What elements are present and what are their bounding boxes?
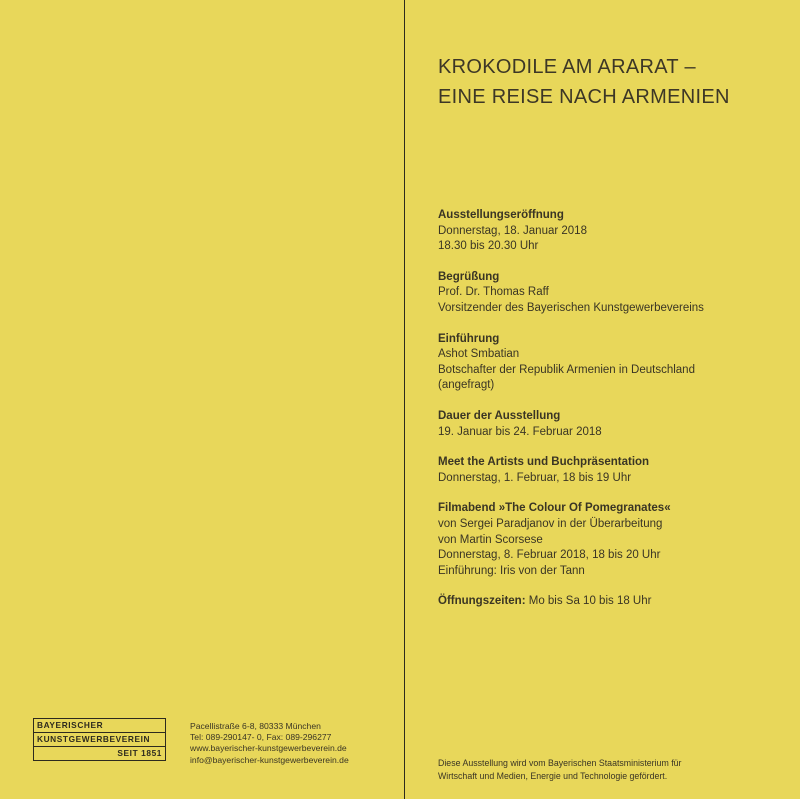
program-heading: Filmabend »The Colour Of Pomegranates« [438,502,671,515]
program-line: von Martin Scorsese [438,533,543,546]
program-heading: Meet the Artists und Buchpräsentation [438,456,650,469]
program-heading: Dauer der Ausstellung [438,409,561,422]
program-line: Prof. Dr. Thomas Raff [438,286,549,299]
program-block-welcome [438,270,778,317]
contact-info [190,721,349,766]
program-line: Ashot Smbatian [438,348,520,361]
program-line: Vorsitzender des Bayerischen Kunstgewerbevereins [438,301,704,314]
program-block-film-evening [438,501,778,579]
logo-line-2: KUNSTGEWERBEVEREIN [34,732,165,746]
program-block-opening [438,208,778,255]
funding-note [438,757,681,783]
contact-email-link[interactable]: info@bayerischer-kunstgewerbeverein.de [190,754,349,765]
funding-note-line-1: Diese Ausstellung wird vom Bayerischen Staatsministerium für [438,758,682,768]
program-line: Donnerstag, 8. Februar 2018, 18 bis 20 Uhr [438,549,661,562]
logo-line-3: SEIT 1851 [34,746,165,760]
program-heading: Begrüßung [438,270,500,283]
fold-line [404,0,405,799]
program-line: 18.30 bis 20.30 Uhr [438,240,539,253]
program-block-meet-artists [438,455,778,486]
program-block-introduction [438,332,778,394]
program-line: 19. Januar bis 24. Februar 2018 [438,425,602,438]
funding-note-line-2: Wirtschaft und Medien, Energie und Technologie gefördert. [438,771,668,781]
title-line-2: EINE REISE NACH ARMENIEN [438,86,730,108]
program-heading: Einführung [438,332,500,345]
program-list [438,208,778,610]
opening-hours-value: Mo bis Sa 10 bis 18 Uhr [528,595,652,608]
program-line: von Sergei Paradjanov in der Überarbeitung [438,517,663,530]
contact-website-link[interactable]: www.bayerischer-kunstgewerbeverein.de [190,743,347,754]
association-logo [33,718,166,761]
contact-address: Pacellistraße 6-8, 80333 München [190,721,321,731]
program-line: Botschafter der Republik Armenien in Deutschland [438,363,695,376]
opening-hours [438,594,778,610]
program-line: Donnerstag, 18. Januar 2018 [438,224,587,237]
program-line: (angefragt) [438,379,495,392]
opening-hours-label: Öffnungszeiten: [438,595,526,608]
logo-line-1: BAYERISCHER [37,720,104,730]
exhibition-title [438,52,730,112]
contact-phone: Tel: 089-290147- 0, Fax: 089-296277 [190,732,332,743]
program-heading: Ausstellungseröffnung [438,209,564,221]
title-line-1: KROKODILE AM ARARAT – [438,56,696,78]
program-line: Einführung: Iris von der Tann [438,564,585,577]
program-block-duration [438,409,778,440]
program-line: Donnerstag, 1. Februar, 18 bis 19 Uhr [438,471,632,484]
